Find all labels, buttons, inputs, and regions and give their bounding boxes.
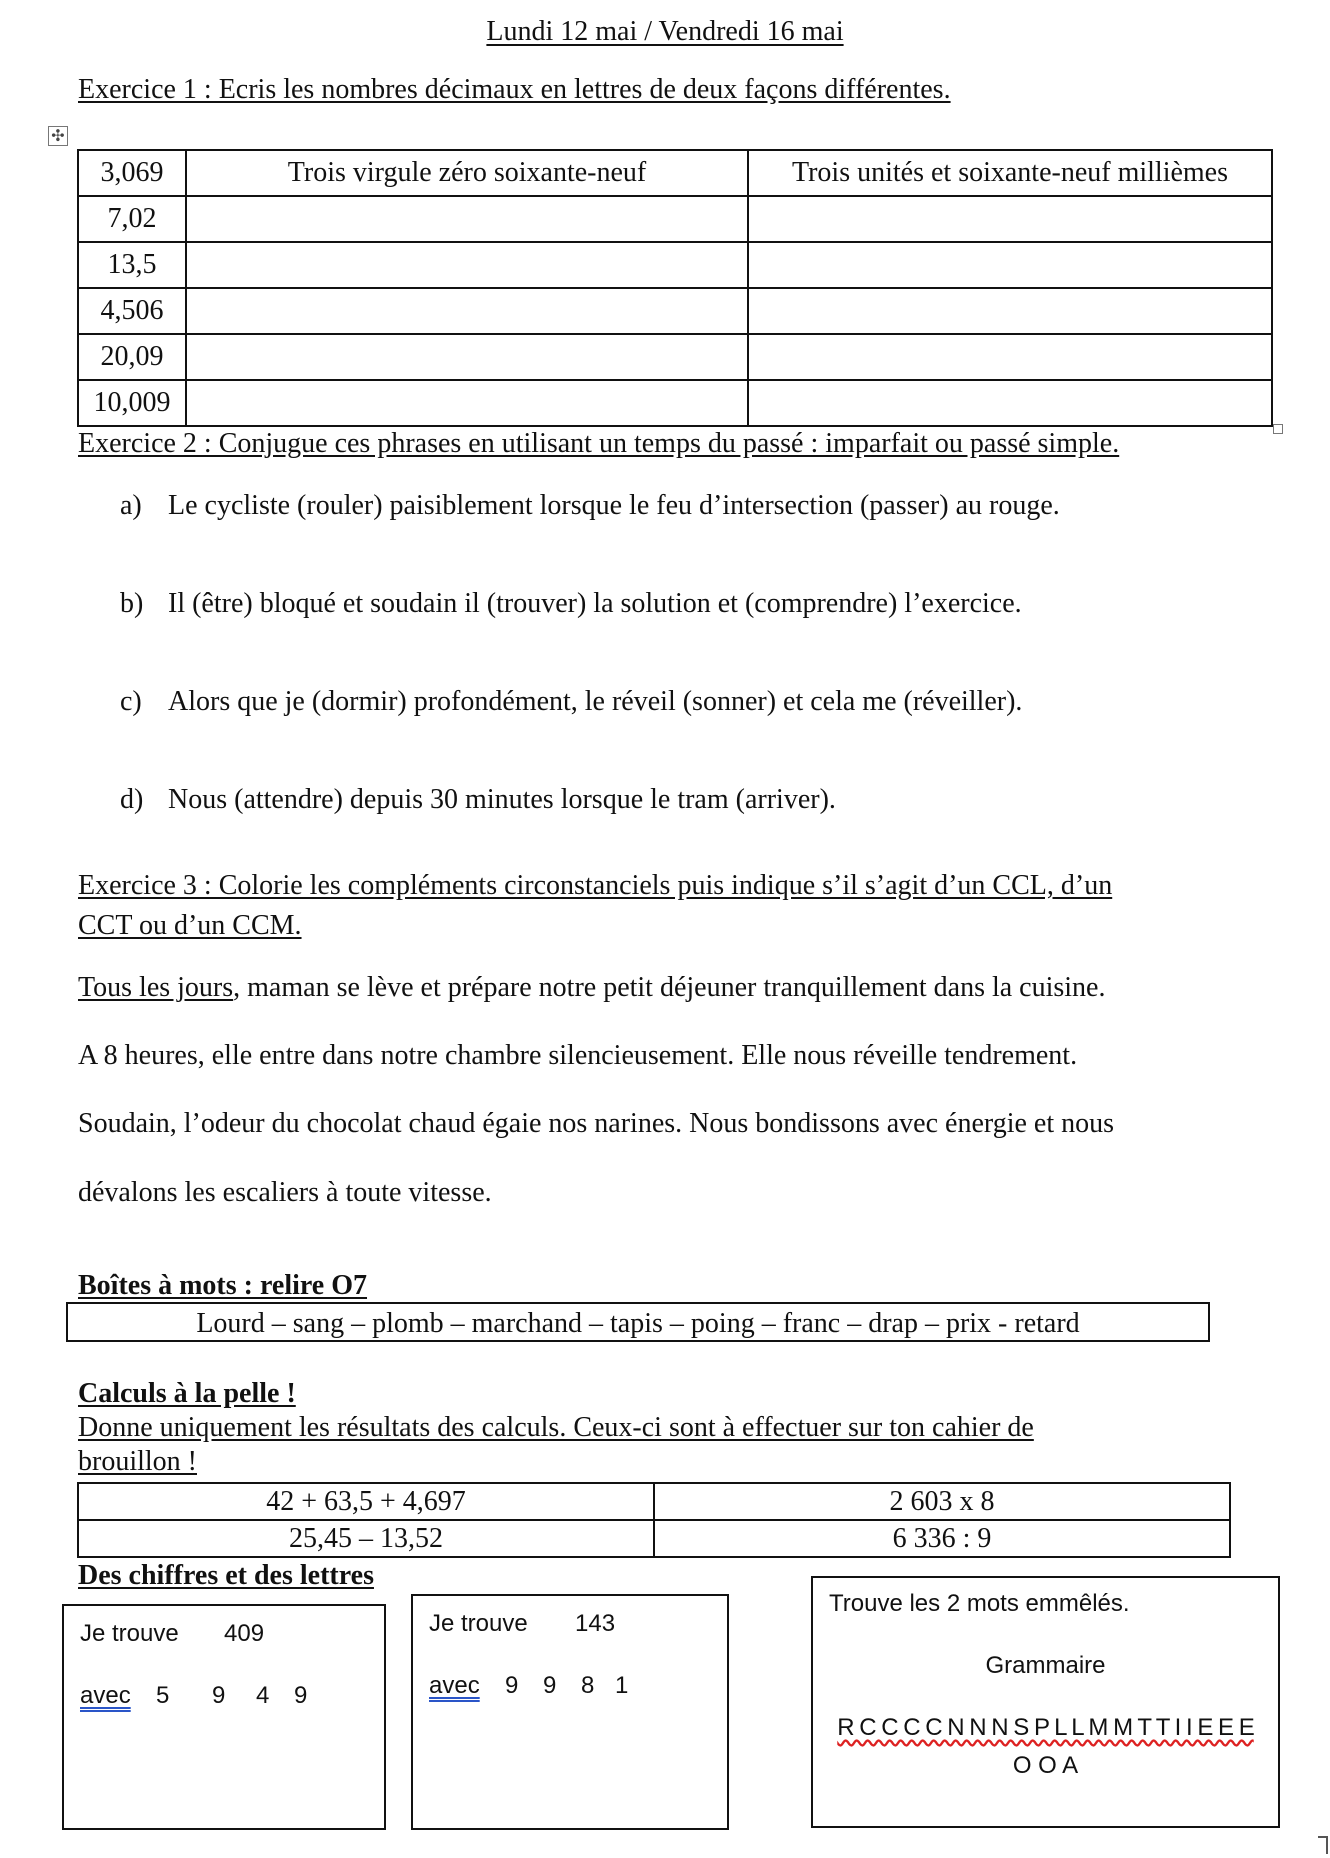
given-number: 5 (156, 1682, 170, 1709)
mots-emmeles-instruction: Trouve les 2 mots emmêlés. (829, 1590, 1130, 1617)
exercise3-paragraph-line3: Soudain, l’odeur du chocolat chaud égaie nos narines. Nous bondissons avec énergie et nous (78, 1108, 1114, 1139)
mots-emmeles-subject: Grammaire (985, 1652, 1106, 1679)
boites-mots-heading: Boîtes à mots : relire O7 (78, 1270, 368, 1301)
calc-cell: 25,45 – 13,52 (78, 1520, 654, 1557)
page-title: Lundi 12 mai / Vendredi 16 mai (486, 16, 844, 47)
number-cell: 7,02 (78, 196, 186, 242)
je-trouve-label: Je trouve (429, 1610, 528, 1637)
number-cell: 10,009 (78, 380, 186, 426)
form1-cell[interactable] (186, 242, 748, 288)
target-number: 143 (575, 1610, 616, 1637)
given-number: 9 (505, 1672, 519, 1699)
calc-table (77, 1482, 1231, 1558)
table-resize-handle[interactable] (1273, 424, 1283, 434)
calc-cell: 42 + 63,5 + 4,697 (78, 1483, 654, 1520)
table-row (78, 1520, 1230, 1557)
sentence-d: d) Nous (attendre) depuis 30 minutes lorsque le tram (arriver). (120, 784, 836, 815)
exercise3-paragraph-line1: Tous les jours, maman se lève et prépare notre petit déjeuner tranquillement dans la cuisine. (78, 972, 1106, 1003)
table-row (78, 196, 1272, 242)
calc-cell: 6 336 : 9 (654, 1520, 1230, 1557)
mots-emmeles-box (811, 1576, 1280, 1828)
given-number: 9 (294, 1682, 308, 1709)
given-number: 9 (543, 1672, 557, 1699)
table-row (78, 150, 1272, 196)
table-move-icon[interactable]: ✣ (48, 126, 68, 146)
underlined-complement[interactable]: Tous les jours (78, 972, 234, 1003)
number-cell: 4,506 (78, 288, 186, 334)
form1-cell[interactable] (186, 380, 748, 426)
je-trouve-label: Je trouve (80, 1620, 179, 1647)
table-row (78, 288, 1272, 334)
page-corner-mark (1318, 1836, 1328, 1854)
exercise3-heading-line2: CCT ou d’un CCM. (78, 910, 302, 941)
form2-cell[interactable] (748, 334, 1272, 380)
calc-cell: 2 603 x 8 (654, 1483, 1230, 1520)
calculs-instruction-line2: brouillon ! (78, 1446, 197, 1477)
given-number: 4 (256, 1682, 270, 1709)
word-box: Lourd – sang – plomb – marchand – tapis – poing – franc – drap – prix - retard (66, 1302, 1210, 1342)
form1-cell[interactable]: Trois virgule zéro soixante-neuf (186, 150, 748, 196)
exercise1-table (77, 149, 1273, 427)
calculs-heading: Calculs à la pelle ! (78, 1378, 296, 1409)
form2-cell[interactable] (748, 196, 1272, 242)
form2-cell[interactable] (748, 288, 1272, 334)
form1-cell[interactable] (186, 334, 748, 380)
given-number: 1 (615, 1672, 629, 1699)
sentence-c: c) Alors que je (dormir) profondément, le réveil (sonner) et cela me (réveiller). (120, 686, 1023, 717)
table-row (78, 334, 1272, 380)
exercise3-paragraph-line4: dévalons les escaliers à toute vitesse. (78, 1177, 492, 1208)
given-number: 9 (212, 1682, 226, 1709)
calculs-instruction-line1: Donne uniquement les résultats des calculs. Ceux-ci sont à effectuer sur ton cahier de (78, 1412, 1034, 1443)
chiffres-lettres-heading: Des chiffres et des lettres (78, 1560, 374, 1591)
table-row (78, 242, 1272, 288)
avec-label: avec (80, 1682, 131, 1709)
number-cell: 20,09 (78, 334, 186, 380)
scrambled-letters-line1: R C C C C N N N S P L L M M T T I I E E E (837, 1714, 1254, 1741)
form2-cell[interactable]: Trois unités et soixante-neuf millièmes (748, 150, 1272, 196)
form1-cell[interactable] (186, 196, 748, 242)
exercise1-heading: Exercice 1 : Ecris les nombres décimaux en lettres de deux façons différentes. (78, 74, 951, 105)
chiffres-box-1 (62, 1604, 386, 1830)
avec-label: avec (429, 1672, 480, 1699)
exercise3-heading-line1: Exercice 3 : Colorie les compléments circonstanciels puis indique s’il s’agit d’un CCL, d’un (78, 870, 1113, 901)
form2-cell[interactable] (748, 380, 1272, 426)
sentence-a: a) Le cycliste (rouler) paisiblement lorsque le feu d’intersection (passer) au rouge. (120, 490, 1060, 521)
table-row (78, 380, 1272, 426)
target-number: 409 (224, 1620, 265, 1647)
scrambled-letters-line2: O O A (1012, 1752, 1079, 1779)
number-cell: 3,069 (78, 150, 186, 196)
chiffres-box-2 (411, 1594, 729, 1830)
form2-cell[interactable] (748, 242, 1272, 288)
sentence-b: b) Il (être) bloqué et soudain il (trouver) la solution et (comprendre) l’exercice. (120, 588, 1022, 619)
form1-cell[interactable] (186, 288, 748, 334)
exercise2-heading: Exercice 2 : Conjugue ces phrases en utilisant un temps du passé : imparfait ou passé simple. (78, 428, 1120, 459)
given-number: 8 (581, 1672, 595, 1699)
exercise3-paragraph-line2: A 8 heures, elle entre dans notre chambre silencieusement. Elle nous réveille tendrement. (78, 1040, 1078, 1071)
table-row (78, 1483, 1230, 1520)
number-cell: 13,5 (78, 242, 186, 288)
